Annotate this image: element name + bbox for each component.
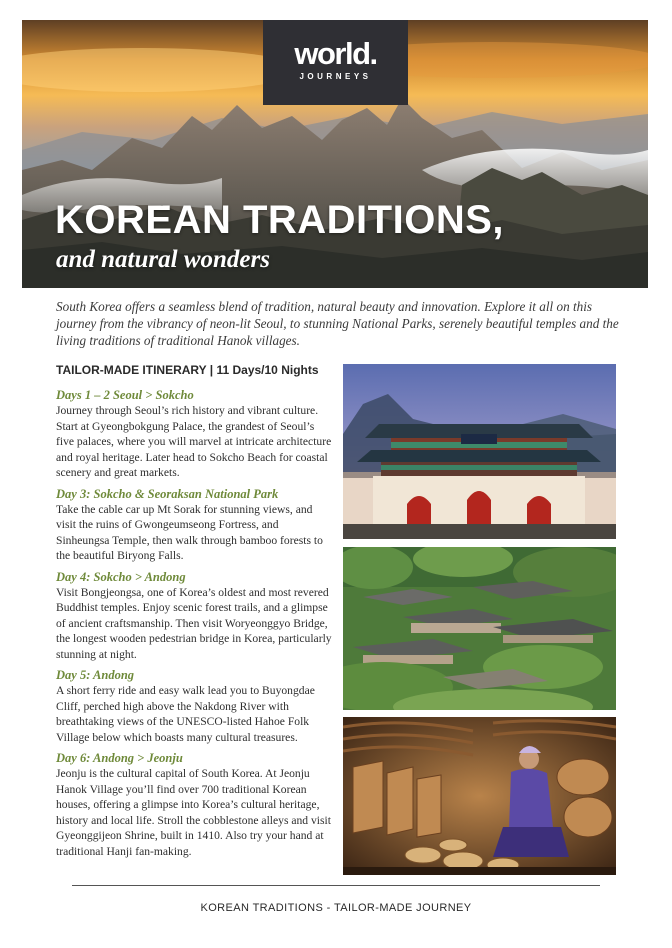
day-description: Visit Bongjeongsa, one of Korea’s oldest and most revered Buddhist temples. Enjoy scenic forest trails, and a glimpse of ancient craftsmanship. Then visit Woryeonggyo Bridge, the longest wooden pedestrian bridge in Korea, particularly stunning at night. <box>56 585 332 661</box>
page-title: KOREAN TRADITIONS, <box>55 198 504 242</box>
itinerary-day <box>56 388 332 481</box>
palace-gate-photo <box>343 364 616 539</box>
brand-logo[interactable] <box>263 20 408 105</box>
intro-paragraph: South Korea offers a seamless blend of tradition, natural beauty and innovation. Explore it all on this journey from the vibrancy of neon-lit Seoul, to stunning National Parks, serenely beautiful temples and the living traditions of traditional Hanok villages. <box>56 299 619 348</box>
day-title: Day 4: Sokcho > Andong <box>56 569 186 584</box>
craftswoman-photo <box>343 717 616 875</box>
day-title: Days 1 – 2 Seoul > Sokcho <box>56 388 194 402</box>
hero-banner <box>22 20 648 288</box>
itinerary-heading: TAILOR-MADE ITINERARY | 11 Days/10 Nights <box>56 363 319 377</box>
brand-logo-subtitle: JOURNEYS <box>299 72 372 81</box>
day-description: Jeonju is the cultural capital of South Korea. At Jeonju Hanok Village you’ll find over 700 traditional Korean houses, offering a glimpse into Korea’s cultural heritage, history and local life. Stroll the cobblestone alleys and visit Gyeonggijeon Shrine, built in 1410. Also try your hand at traditional Hanji fan-making. <box>56 767 331 858</box>
itinerary-day <box>56 751 332 859</box>
brand-logo-word: world. <box>294 36 377 71</box>
itinerary-day <box>56 570 332 663</box>
footer-divider <box>72 885 600 886</box>
day-title: Day 6: Andong > Jeonju <box>56 751 183 765</box>
day-title: Day 5: Andong <box>56 668 135 682</box>
day-title: Day 3: Sokcho & Seoraksan National Park <box>56 486 279 501</box>
page-footer: KOREAN TRADITIONS - TAILOR-MADE JOURNEY <box>200 902 472 914</box>
page-subtitle: and natural wonders <box>56 246 270 273</box>
hanok-village-photo <box>343 547 616 710</box>
day-description: Journey through Seoul’s rich history and vibrant culture. Start at Gyeongbokgung Palace, the grandest of Seoul’s five palaces, where you will marvel at intricate architecture and royal heritage. Later head to Sokcho Beach for coastal scenery and great markets. <box>56 404 332 479</box>
itinerary-section <box>56 362 332 865</box>
day-description: Take the cable car up Mt Sorak for stunning views, and visit the ruins of Gwongeumseong Fortress, and Sinheungsa Temple, then walk through bamboo forests to the beautiful Biryong Falls. <box>56 502 323 562</box>
itinerary-day <box>56 668 332 745</box>
itinerary-day <box>56 487 332 564</box>
day-description: A short ferry ride and easy walk lead you to Buyongdae Cliff, perched high above the Nakdong River with breathtaking views of the UNESCO-listed Hahoe Folk Village below which boasts many cultural treasures. <box>56 684 315 744</box>
